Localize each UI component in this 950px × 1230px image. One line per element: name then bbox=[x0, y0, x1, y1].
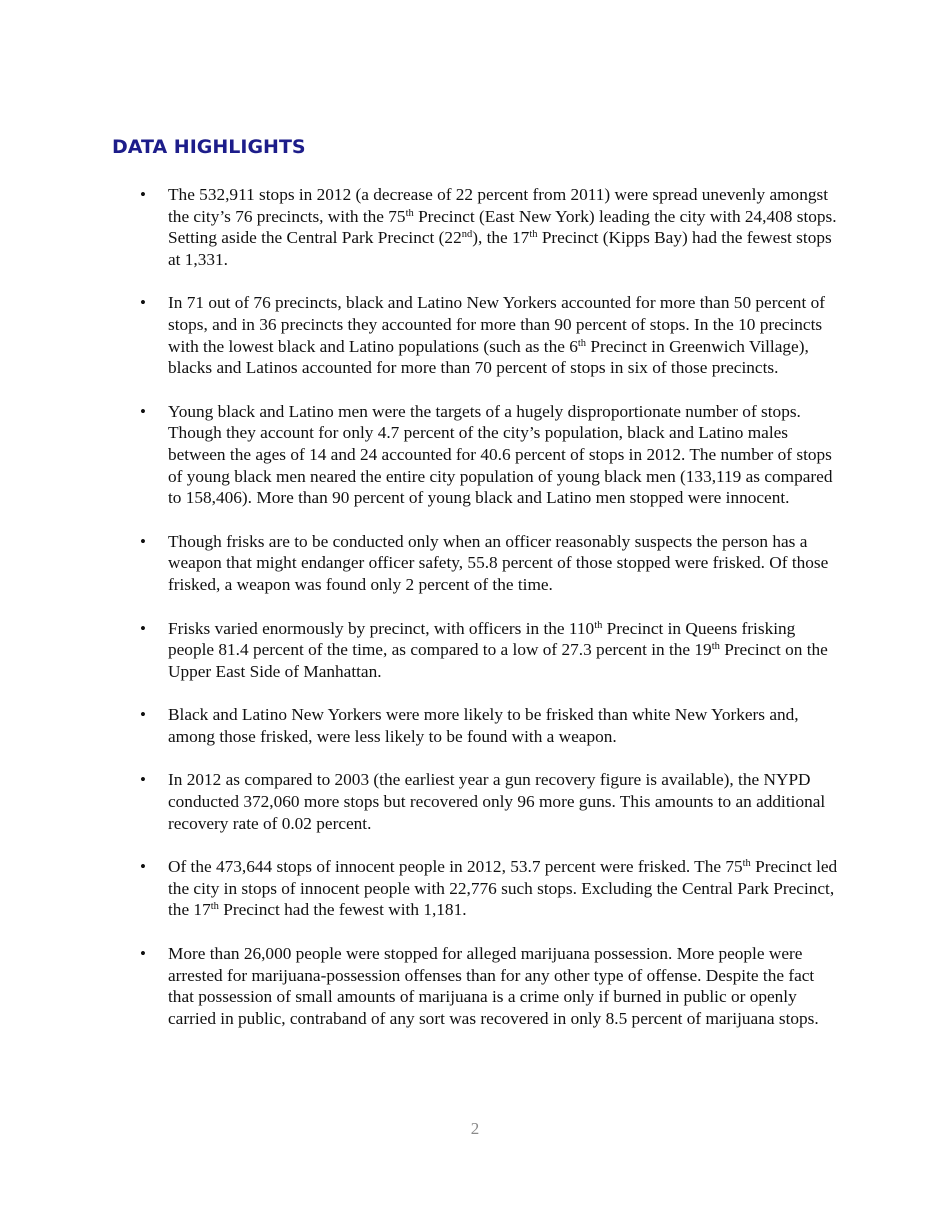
section-heading: DATA HIGHLIGHTS bbox=[112, 136, 306, 158]
text-run: More than 26,000 people were stopped for alleged marijuana possession. More people were arrested for marijuana-possession offenses than for any other type of offense. Despite the fact that possession of small amounts of marijuana is a crime only if burned in public or openly carried in public, contraband of any sort was recovered in only 8.5 percent of marijuana stops. bbox=[168, 944, 819, 1028]
ordinal-suffix: nd bbox=[461, 229, 473, 241]
bullet-text bbox=[168, 293, 825, 377]
text-run: Though frisks are to be conducted only when an officer reasonably suspects the person has a weapon that might endanger officer safety, 55.8 percent of those stopped were frisked. Of those frisked, a weapon was found only 2 percent of the time. bbox=[168, 531, 829, 594]
bullet-marker: • bbox=[140, 944, 146, 964]
bullet-marker: • bbox=[140, 618, 146, 638]
bullet-item bbox=[140, 943, 840, 1029]
bullet-item bbox=[140, 292, 840, 378]
bullet-marker: • bbox=[140, 857, 146, 877]
bullet-item bbox=[140, 401, 840, 509]
bullet-item bbox=[140, 704, 840, 747]
bullet-marker: • bbox=[140, 531, 146, 551]
ordinal-suffix: th bbox=[577, 337, 587, 349]
ordinal-suffix: th bbox=[529, 229, 538, 241]
ordinal-suffix: th bbox=[405, 207, 414, 219]
bullet-text bbox=[168, 944, 819, 1028]
bullet-text bbox=[168, 402, 832, 507]
text-run: Precinct in Greenwich Village), blacks and Latinos accounted for more than 70 percent of stops in six of those precincts. bbox=[168, 336, 809, 378]
text-run: Frisks varied enormously by precinct, with officers in the 110 bbox=[168, 618, 595, 638]
bullet-text bbox=[168, 770, 825, 832]
text-run: In 2012 as compared to 2003 (the earliest year a gun recovery figure is available), the NYPD conducted 372,060 more stops but recovered only 96 more guns. This amounts to an additional recovery rate of 0.02 percent. bbox=[168, 770, 826, 833]
bullet-text bbox=[168, 857, 837, 919]
bullet-text bbox=[168, 185, 837, 269]
text-run: Precinct on the Upper East Side of Manhattan. bbox=[168, 640, 828, 681]
bullet-text bbox=[168, 619, 828, 681]
bullet-marker: • bbox=[140, 770, 146, 790]
ordinal-suffix: th bbox=[711, 641, 720, 653]
ordinal-suffix: th bbox=[594, 619, 603, 631]
text-run: Black and Latino New Yorkers were more likely to be frisked than white New Yorkers and, among those frisked, were less likely to be found with a weapon. bbox=[168, 705, 799, 746]
bullet-item bbox=[140, 856, 840, 921]
bullet-item bbox=[140, 618, 840, 683]
bullet-item bbox=[140, 769, 840, 834]
bullet-marker: • bbox=[140, 293, 146, 313]
text-run: Precinct had the fewest with 1,181. bbox=[218, 900, 467, 920]
highlights-list bbox=[140, 184, 840, 1051]
page-number: 2 bbox=[470, 1119, 480, 1138]
text-run: Precinct in Queens frisking people 81.4 percent of the time, as compared to a low of 27.3 percent in the 19 bbox=[168, 618, 796, 660]
text-run: The 532,911 stops in 2012 (a decrease of 22 percent from 2011) were spread unevenly amongst the city’s 76 precincts, with the 75 bbox=[168, 185, 829, 226]
bullet-item bbox=[140, 184, 840, 270]
bullet-marker: • bbox=[140, 185, 146, 204]
ordinal-suffix: th bbox=[210, 901, 219, 913]
text-run: ), the 17 bbox=[472, 228, 530, 248]
bullet-text bbox=[168, 532, 828, 594]
bullet-item bbox=[140, 531, 840, 596]
bullet-marker: • bbox=[140, 401, 146, 421]
text-run: Of the 473,644 stops of innocent people in 2012, 53.7 percent were frisked. The 75 bbox=[168, 857, 743, 877]
text-run: Young black and Latino men were the targets of a hugely disproportionate number of stops. Though they account for only 4.7 percent of the city’s population, black and Latino males between the ages of 14 and 24 accounted for 40.6 percent of stops in 2012. The number of stops of young black men neared the entire city population of young black men (133,119 as compared to 158,406). More than 90 percent of young black and Latino men stopped were innocent. bbox=[168, 401, 833, 508]
text-run: Precinct (Kipps Bay) had the fewest stops at 1,331. bbox=[168, 228, 832, 269]
text-run: Precinct led the city in stops of innocent people with 22,776 such stops. Excluding the Central Park Precinct, the 17 bbox=[168, 857, 838, 920]
text-run: In 71 out of 76 precincts, black and Latino New Yorkers accounted for more than 50 percent of stops, and in 36 precincts they accounted for more than 90 percent of stops. In the 10 precincts with the lowest black and Latino populations (such as the 6 bbox=[168, 293, 825, 356]
text-run: Precinct (East New York) leading the city with 24,408 stops. Setting aside the Central Park Precinct (22 bbox=[168, 206, 837, 248]
ordinal-suffix: th bbox=[742, 858, 751, 870]
bullet-marker: • bbox=[140, 705, 146, 725]
bullet-text bbox=[168, 705, 799, 746]
